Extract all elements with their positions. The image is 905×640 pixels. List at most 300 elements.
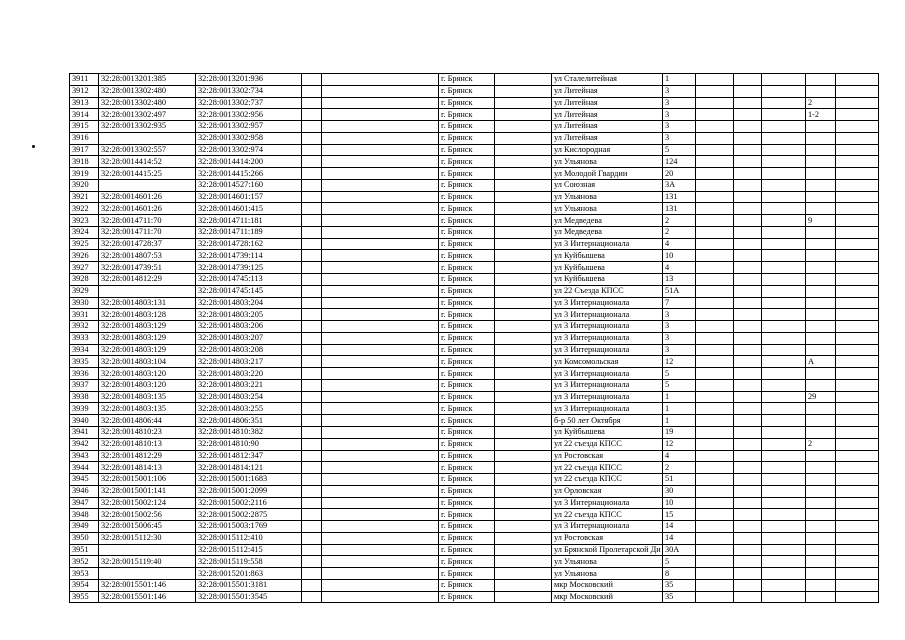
table-row [70,156,879,168]
street-cell: ул Молодой Гвардии [552,168,663,180]
apartment-cell [806,250,836,262]
table-row [70,379,879,391]
apartment-cell [806,462,836,474]
col-10-cell [696,485,734,497]
col-7-cell [495,497,552,509]
col-14-cell [836,403,879,415]
col-5-cell [322,97,439,109]
row-number-cell: 3937 [70,379,99,391]
col-10-cell [696,144,734,156]
city-cell: г. Брянск [439,544,495,556]
col-5-cell [322,509,439,521]
house-number-cell: 13 [663,274,696,286]
row-number-cell: 3920 [70,179,99,191]
street-cell: ул Сталелитейная [552,74,663,86]
city-cell: г. Брянск [439,556,495,568]
city-cell: г. Брянск [439,415,495,427]
cadastral-land-number-cell: 32:28:0014803:135 [99,391,196,403]
col-10-cell [696,579,734,591]
col-12-cell [762,332,806,344]
cadastral-building-number-cell: 32:28:0014803:207 [196,332,302,344]
house-number-cell: 3 [663,85,696,97]
cadastral-land-number-cell [99,568,196,580]
col-5-cell [322,274,439,286]
cadastral-building-number-cell: 32:28:0013302:957 [196,121,302,133]
house-number-cell: 1 [663,403,696,415]
col-10-cell [696,379,734,391]
col-12-cell [762,168,806,180]
col-14-cell [836,344,879,356]
col-5-cell [322,132,439,144]
col-10-cell [696,521,734,533]
col-5-cell [322,144,439,156]
col-10-cell [696,297,734,309]
apartment-cell [806,332,836,344]
col-10-cell [696,97,734,109]
street-cell: ул Союзная [552,179,663,191]
cadastral-building-number-cell: 32:28:0014739:114 [196,250,302,262]
cadastral-land-number-cell: 32:28:0014812:29 [99,274,196,286]
col-11-cell [734,391,762,403]
city-cell: г. Брянск [439,497,495,509]
col-7-cell [495,121,552,133]
col-12-cell [762,226,806,238]
city-cell: г. Брянск [439,368,495,380]
col-11-cell [734,309,762,321]
row-number-cell: 3917 [70,144,99,156]
apartment-cell [806,238,836,250]
row-number-cell: 3918 [70,156,99,168]
table-row [70,450,879,462]
col-12-cell [762,191,806,203]
col-7-cell [495,191,552,203]
cadastral-land-number-cell: 32:28:0015002:56 [99,509,196,521]
house-number-cell: 10 [663,497,696,509]
col-10-cell [696,168,734,180]
cadastral-land-number-cell: 32:28:0013302:480 [99,85,196,97]
apartment-cell [806,285,836,297]
cadastral-building-number-cell: 32:28:0014745:145 [196,285,302,297]
col-11-cell [734,368,762,380]
city-cell: г. Брянск [439,403,495,415]
col-11-cell [734,462,762,474]
city-cell: г. Брянск [439,521,495,533]
col-14-cell [836,250,879,262]
row-number-cell: 3939 [70,403,99,415]
row-number-cell: 3924 [70,226,99,238]
col-7-cell [495,356,552,368]
col-5-cell [322,415,439,427]
street-cell: ул Куйбышева [552,262,663,274]
row-number-cell: 3954 [70,579,99,591]
city-cell: г. Брянск [439,344,495,356]
col-14-cell [836,415,879,427]
house-number-cell: 3 [663,321,696,333]
col-10-cell [696,415,734,427]
col-11-cell [734,450,762,462]
cadastral-building-number-cell: 32:28:0014601:415 [196,203,302,215]
house-number-cell: 1 [663,74,696,86]
city-cell: г. Брянск [439,297,495,309]
street-cell: ул 3 Интернационала [552,379,663,391]
apartment-cell [806,344,836,356]
city-cell: г. Брянск [439,332,495,344]
cadastral-building-number-cell: 32:28:0014814:121 [196,462,302,474]
col-12-cell [762,403,806,415]
street-cell: ул 3 Интернационала [552,403,663,415]
street-cell: ул Ульянова [552,203,663,215]
table-row [70,250,879,262]
house-number-cell: 124 [663,156,696,168]
cadastral-building-number-cell: 32:28:0014810:90 [196,438,302,450]
col-12-cell [762,509,806,521]
col-10-cell [696,568,734,580]
table-row [70,215,879,227]
col-10-cell [696,262,734,274]
city-cell: г. Брянск [439,426,495,438]
street-cell: ул Литейная [552,85,663,97]
cadastral-land-number-cell: 32:28:0014803:128 [99,309,196,321]
col-7-cell [495,403,552,415]
table-row [70,285,879,297]
col-11-cell [734,556,762,568]
col-11-cell [734,285,762,297]
city-cell: г. Брянск [439,485,495,497]
cadastral-land-number-cell: 32:28:0014739:51 [99,262,196,274]
col-7-cell [495,274,552,286]
col-10-cell [696,403,734,415]
apartment-cell [806,179,836,191]
table-row [70,368,879,380]
table-row [70,485,879,497]
apartment-cell [806,156,836,168]
col-5-cell [322,297,439,309]
house-number-cell: 4 [663,450,696,462]
table-row [70,579,879,591]
row-number-cell: 3934 [70,344,99,356]
table-row [70,568,879,580]
col-12-cell [762,274,806,286]
col-5-cell [322,262,439,274]
city-cell: г. Брянск [439,356,495,368]
col-7-cell [495,426,552,438]
col-10-cell [696,250,734,262]
col-11-cell [734,321,762,333]
house-number-cell: 131 [663,203,696,215]
apartment-cell: 2 [806,438,836,450]
cadastral-land-number-cell [99,179,196,191]
cadastral-land-number-cell: 32:28:0013302:497 [99,109,196,121]
col-7-cell [495,332,552,344]
row-number-cell: 3933 [70,332,99,344]
col-11-cell [734,238,762,250]
col-10-cell [696,509,734,521]
col-7-cell [495,285,552,297]
col-11-cell [734,215,762,227]
col-14-cell [836,544,879,556]
col-4-cell [302,168,322,180]
col-14-cell [836,568,879,580]
house-number-cell: 7 [663,297,696,309]
apartment-cell [806,203,836,215]
city-cell: г. Брянск [439,309,495,321]
cadastral-building-number-cell: 32:28:0014812:347 [196,450,302,462]
col-4-cell [302,203,322,215]
col-10-cell [696,132,734,144]
house-number-cell: 3 [663,121,696,133]
col-10-cell [696,462,734,474]
row-number-cell: 3952 [70,556,99,568]
col-12-cell [762,262,806,274]
col-5-cell [322,356,439,368]
city-cell: г. Брянск [439,274,495,286]
house-number-cell: 3 [663,97,696,109]
cadastral-building-number-cell: 32:28:0013302:737 [196,97,302,109]
house-number-cell: 30 [663,485,696,497]
col-4-cell [302,132,322,144]
row-number-cell: 3914 [70,109,99,121]
row-number-cell: 3935 [70,356,99,368]
city-cell: г. Брянск [439,132,495,144]
street-cell: ул Ульянова [552,156,663,168]
cadastral-land-number-cell: 32:28:0014711:70 [99,215,196,227]
cadastral-land-number-cell: 32:28:0014711:70 [99,226,196,238]
city-cell: г. Брянск [439,321,495,333]
row-number-cell: 3951 [70,544,99,556]
col-4-cell [302,532,322,544]
col-7-cell [495,579,552,591]
street-cell: ул 3 Интернационала [552,297,663,309]
cadastral-land-number-cell [99,285,196,297]
cadastral-land-number-cell: 32:28:0014803:129 [99,344,196,356]
col-4-cell [302,74,322,86]
col-10-cell [696,332,734,344]
col-10-cell [696,356,734,368]
col-4-cell [302,85,322,97]
cadastral-building-number-cell: 32:28:0013302:958 [196,132,302,144]
house-number-cell: 51А [663,285,696,297]
col-4-cell [302,426,322,438]
table-row [70,309,879,321]
house-number-cell: 5 [663,379,696,391]
col-5-cell [322,285,439,297]
col-10-cell [696,274,734,286]
house-number-cell: 35 [663,591,696,603]
col-11-cell [734,356,762,368]
col-5-cell [322,568,439,580]
col-7-cell [495,532,552,544]
house-number-cell: 4 [663,262,696,274]
cadastral-land-number-cell: 32:28:0014810:13 [99,438,196,450]
col-12-cell [762,74,806,86]
col-4-cell [302,415,322,427]
street-cell: ул Ростовская [552,532,663,544]
street-cell: ул 3 Интернационала [552,368,663,380]
col-11-cell [734,474,762,486]
col-4-cell [302,556,322,568]
table-row [70,415,879,427]
house-number-cell: 12 [663,356,696,368]
cadastral-building-number-cell: 32:28:0015002:2875 [196,509,302,521]
col-14-cell [836,309,879,321]
col-12-cell [762,309,806,321]
cadastral-land-number-cell: 32:28:0015501:146 [99,591,196,603]
table-row [70,132,879,144]
table-row [70,344,879,356]
col-12-cell [762,521,806,533]
row-number-cell: 3938 [70,391,99,403]
house-number-cell: 131 [663,191,696,203]
col-12-cell [762,238,806,250]
apartment-cell [806,532,836,544]
row-number-cell: 3945 [70,474,99,486]
street-cell: ул Литейная [552,121,663,133]
col-14-cell [836,462,879,474]
row-number-cell: 3912 [70,85,99,97]
house-number-cell: 15 [663,509,696,521]
col-14-cell [836,391,879,403]
cadastral-land-number-cell: 32:28:0013302:557 [99,144,196,156]
col-11-cell [734,426,762,438]
col-4-cell [302,521,322,533]
cadastral-building-number-cell: 32:28:0014803:220 [196,368,302,380]
table-row [70,226,879,238]
col-12-cell [762,568,806,580]
col-7-cell [495,474,552,486]
apartment-cell [806,379,836,391]
cadastral-building-number-cell: 32:28:0015501:3181 [196,579,302,591]
col-5-cell [322,368,439,380]
house-number-cell: 1 [663,391,696,403]
col-11-cell [734,226,762,238]
table-row [70,121,879,133]
col-4-cell [302,274,322,286]
table-row [70,85,879,97]
cadastral-building-number-cell: 32:28:0015201:863 [196,568,302,580]
col-12-cell [762,344,806,356]
col-7-cell [495,109,552,121]
apartment-cell [806,121,836,133]
row-number-cell: 3936 [70,368,99,380]
col-11-cell [734,509,762,521]
row-number-cell: 3932 [70,321,99,333]
cadastral-building-number-cell: 32:28:0015119:558 [196,556,302,568]
table-row [70,74,879,86]
col-5-cell [322,321,439,333]
col-5-cell [322,485,439,497]
apartment-cell [806,309,836,321]
city-cell: г. Брянск [439,509,495,521]
cadastral-building-number-cell: 32:28:0014803:206 [196,321,302,333]
col-4-cell [302,509,322,521]
col-7-cell [495,568,552,580]
house-number-cell: 30А [663,544,696,556]
col-7-cell [495,156,552,168]
col-10-cell [696,426,734,438]
col-14-cell [836,379,879,391]
table-row [70,203,879,215]
cadastral-building-number-cell: 32:28:0014803:205 [196,309,302,321]
col-12-cell [762,132,806,144]
row-number-cell: 3943 [70,450,99,462]
street-cell: ул 22 съезда КПСС [552,474,663,486]
cadastral-building-number-cell: 32:28:0015003:1769 [196,521,302,533]
house-number-cell: 20 [663,168,696,180]
col-10-cell [696,544,734,556]
col-11-cell [734,532,762,544]
house-number-cell: 51 [663,474,696,486]
col-4-cell [302,568,322,580]
col-14-cell [836,426,879,438]
cadastral-building-number-cell: 32:28:0013302:974 [196,144,302,156]
col-14-cell [836,191,879,203]
col-10-cell [696,391,734,403]
col-5-cell [322,250,439,262]
street-cell: ул 22 съезда КПСС [552,462,663,474]
col-5-cell [322,521,439,533]
city-cell: г. Брянск [439,568,495,580]
col-12-cell [762,544,806,556]
apartment-cell [806,368,836,380]
cadastral-building-number-cell: 32:28:0014803:217 [196,356,302,368]
col-14-cell [836,215,879,227]
apartment-cell: А [806,356,836,368]
col-10-cell [696,191,734,203]
col-12-cell [762,462,806,474]
cadastral-building-number-cell: 32:28:0014806:351 [196,415,302,427]
house-number-cell: 2 [663,215,696,227]
street-cell: ул 3 Интернационала [552,238,663,250]
street-cell: ул Куйбышева [552,426,663,438]
col-12-cell [762,250,806,262]
col-4-cell [302,191,322,203]
col-5-cell [322,226,439,238]
street-cell: ул 3 Интернационала [552,309,663,321]
col-4-cell [302,226,322,238]
cadastral-land-number-cell: 32:28:0014803:135 [99,403,196,415]
city-cell: г. Брянск [439,591,495,603]
col-10-cell [696,497,734,509]
apartment-cell [806,556,836,568]
col-5-cell [322,462,439,474]
col-11-cell [734,191,762,203]
apartment-cell [806,274,836,286]
col-12-cell [762,415,806,427]
col-5-cell [322,450,439,462]
col-10-cell [696,74,734,86]
col-14-cell [836,121,879,133]
cadastral-land-number-cell: 32:28:0015002:124 [99,497,196,509]
col-14-cell [836,156,879,168]
cadastral-land-number-cell: 32:28:0015112:30 [99,532,196,544]
cadastral-building-number-cell: 32:28:0014711:181 [196,215,302,227]
col-10-cell [696,591,734,603]
col-14-cell [836,179,879,191]
col-12-cell [762,215,806,227]
col-12-cell [762,438,806,450]
cadastral-land-number-cell: 32:28:0014414:52 [99,156,196,168]
col-12-cell [762,144,806,156]
col-7-cell [495,415,552,427]
col-11-cell [734,591,762,603]
house-number-cell: 2 [663,226,696,238]
city-cell: г. Брянск [439,250,495,262]
table-row [70,474,879,486]
col-7-cell [495,462,552,474]
col-14-cell [836,85,879,97]
col-7-cell [495,168,552,180]
col-5-cell [322,556,439,568]
